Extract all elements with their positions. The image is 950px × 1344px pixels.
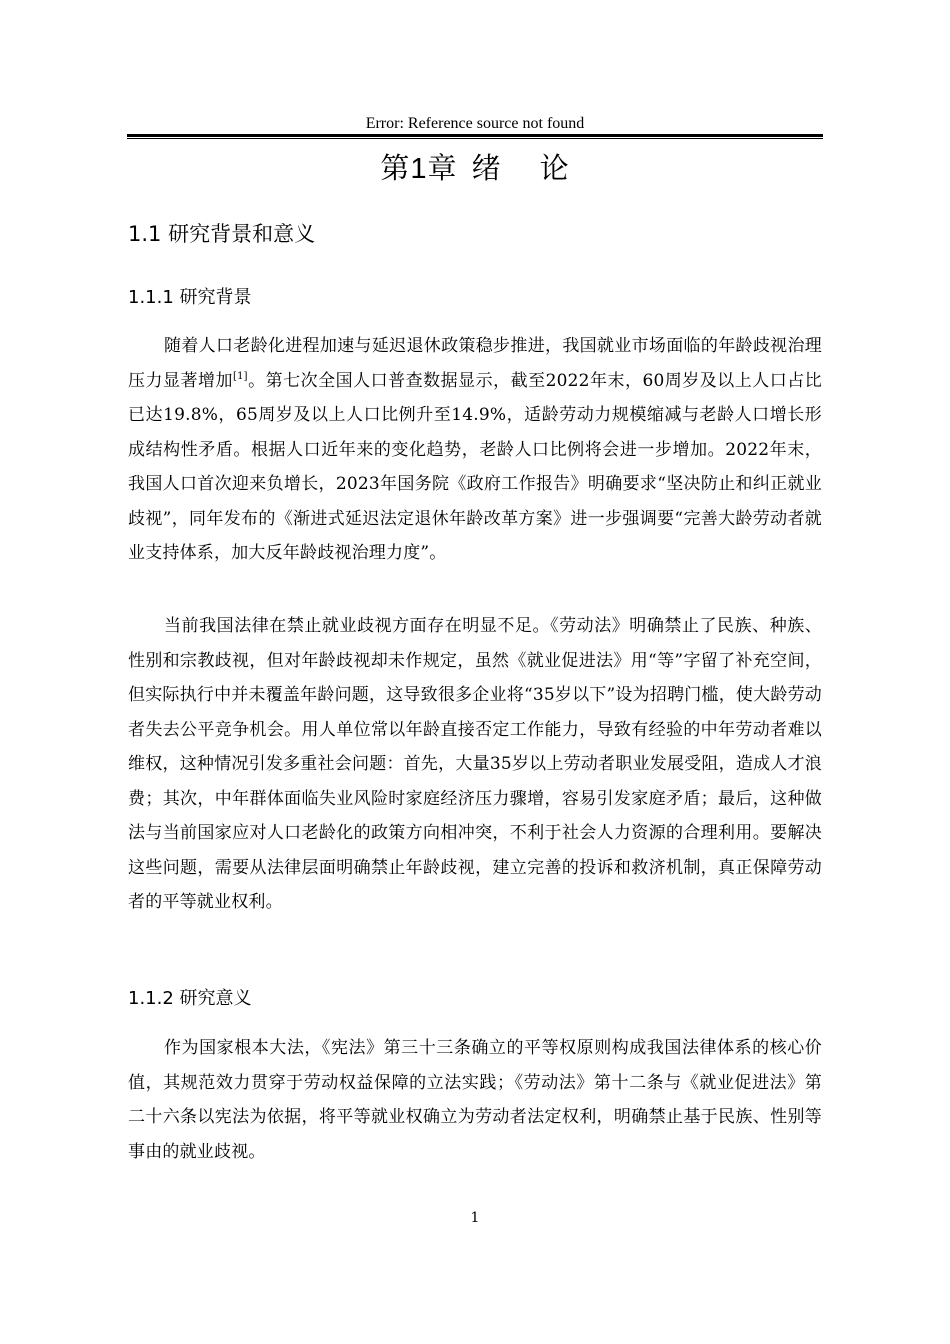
header-rule-thin xyxy=(127,138,823,139)
citation-reference[interactable]: [1] xyxy=(233,370,248,382)
subsection-heading-background: 1.1.1 研究背景 xyxy=(128,287,252,308)
paragraph-background-2: 当前我国法律在禁止就业歧视方面存在明显不足。《劳动法》明确禁止了民族、种族、性别和宗教歧视，但对年龄歧视却未作规定，虽然《就业促进法》用“等”字留了补充空间，但实际执行中并未覆盖年龄问题，这导致很多企业将“35岁以下”设为招聘门槛，使大龄劳动者失去公平竞争机会。用人单位常以年龄直接否定工作能力，导致有经验的中年劳动者难以维权，这种情况引发多重社会问题：首先，大量35岁以上劳动者职业发展受阻，造成人才浪费；其次，中年群体面临失业风险时家庭经济压力骤增，容易引发家庭矛盾；最后，这种做法与当前国家应对人口老龄化的政策方向相冲突，不利于社会人力资源的合理利用。要解决这些问题，需要从法律层面明确禁止年龄歧视，建立完善的投诉和救济机制，真正保障劳动者的平等就业权利。 xyxy=(128,616,822,912)
page-number: 1 xyxy=(470,1210,480,1226)
chapter-suffix: 章 xyxy=(427,151,458,185)
paragraph-background-1 xyxy=(128,329,822,571)
header-rule xyxy=(127,134,823,139)
chapter-number: 1 xyxy=(410,153,428,185)
chapter-prefix: 第 xyxy=(380,151,411,185)
chapter-title xyxy=(128,148,822,189)
paragraph-significance-1: 作为国家根本大法，《宪法》第三十三条确立的平等权原则构成我国法律体系的核心价值，其规范效力贯穿于劳动权益保障的立法实践；《劳动法》第十二条与《就业促进法》第二十六条以宪法为依据，将平等就业权确立为劳动者法定权利，明确禁止基于民族、性别等事由的就业歧视。 xyxy=(128,1038,822,1162)
chapter-title-part2: 论 xyxy=(539,151,570,185)
subsection-heading-significance: 1.1.2 研究意义 xyxy=(128,988,252,1009)
section-heading: 1.1 研究背景和意义 xyxy=(128,222,316,246)
running-header: Error: Reference source not found xyxy=(365,115,585,132)
paragraph-background-1-text-b: 。第七次全国人口普查数据显示，截至2022年末，60周岁及以上人口占比已达19.8%，65周岁及以上人口比例升至14.9%，适龄劳动力规模缩减与老龄人口增长形成结构性矛盾。根据人口近年来的变化趋势，老龄人口比例将会进一步增加。2022年末，我国人口首次迎来负增长，2023年国务院《政府工作报告》明确要求“坚决防止和纠正就业歧视”，同年发布的《渐进式延迟法定退休年龄改革方案》进一步强调要“完善大龄劳动者就业支持体系，加大反年龄歧视治理力度”。 xyxy=(128,370,822,563)
chapter-title-part1: 绪 xyxy=(471,151,502,185)
paragraph-background-1-text-a: 随着人口老龄化进程加速与延迟退休政策稳步推进，我国就业市场面临的年龄歧视治理压力显著增加 xyxy=(128,336,822,391)
